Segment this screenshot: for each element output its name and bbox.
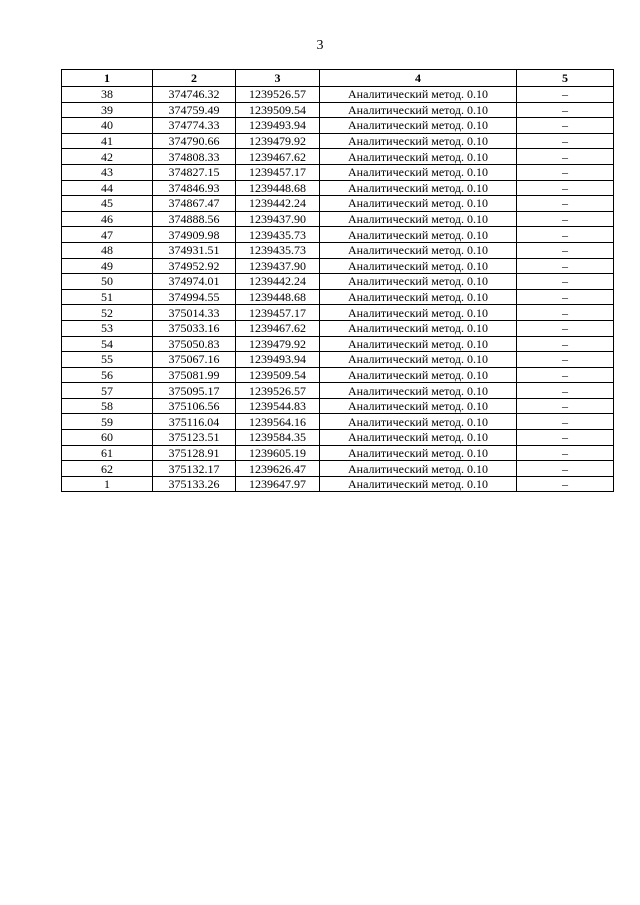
table-row [62, 196, 614, 212]
description-cell: – [517, 227, 614, 243]
description-cell: – [517, 461, 614, 477]
table-row [62, 320, 614, 336]
description-cell: – [517, 398, 614, 414]
description-cell: – [517, 164, 614, 180]
y-coordinate-cell: 1239479.92 [236, 336, 320, 352]
point-number-cell: 57 [62, 383, 153, 399]
x-coordinate-cell: 374931.51 [153, 242, 236, 258]
method-cell: Аналитический метод. 0.10 [320, 149, 517, 165]
y-coordinate-cell: 1239448.68 [236, 180, 320, 196]
column-header: 4 [320, 70, 517, 87]
y-coordinate-cell: 1239437.90 [236, 211, 320, 227]
y-coordinate-cell: 1239442.24 [236, 196, 320, 212]
point-number-cell: 62 [62, 461, 153, 477]
y-coordinate-cell: 1239605.19 [236, 445, 320, 461]
point-number-cell: 61 [62, 445, 153, 461]
point-number-cell: 1 [62, 476, 153, 492]
point-number-cell: 51 [62, 289, 153, 305]
y-coordinate-cell: 1239467.62 [236, 149, 320, 165]
table-row [62, 430, 614, 446]
point-number-cell: 52 [62, 305, 153, 321]
table-row [62, 180, 614, 196]
x-coordinate-cell: 374994.55 [153, 289, 236, 305]
x-coordinate-cell: 374808.33 [153, 149, 236, 165]
column-header: 1 [62, 70, 153, 87]
table-row [62, 352, 614, 368]
y-coordinate-cell: 1239435.73 [236, 227, 320, 243]
method-cell: Аналитический метод. 0.10 [320, 258, 517, 274]
x-coordinate-cell: 375050.83 [153, 336, 236, 352]
method-cell: Аналитический метод. 0.10 [320, 445, 517, 461]
table-row [62, 383, 614, 399]
point-number-cell: 48 [62, 242, 153, 258]
table-body [62, 87, 614, 492]
point-number-cell: 49 [62, 258, 153, 274]
table-row [62, 367, 614, 383]
point-number-cell: 41 [62, 133, 153, 149]
point-number-cell: 43 [62, 164, 153, 180]
method-cell: Аналитический метод. 0.10 [320, 476, 517, 492]
y-coordinate-cell: 1239448.68 [236, 289, 320, 305]
description-cell: – [517, 367, 614, 383]
description-cell: – [517, 445, 614, 461]
table-row [62, 211, 614, 227]
table-row [62, 258, 614, 274]
method-cell: Аналитический метод. 0.10 [320, 102, 517, 118]
x-coordinate-cell: 375081.99 [153, 367, 236, 383]
x-coordinate-cell: 375106.56 [153, 398, 236, 414]
method-cell: Аналитический метод. 0.10 [320, 367, 517, 383]
x-coordinate-cell: 374888.56 [153, 211, 236, 227]
description-cell: – [517, 118, 614, 134]
point-number-cell: 39 [62, 102, 153, 118]
y-coordinate-cell: 1239544.83 [236, 398, 320, 414]
point-number-cell: 58 [62, 398, 153, 414]
y-coordinate-cell: 1239584.35 [236, 430, 320, 446]
method-cell: Аналитический метод. 0.10 [320, 289, 517, 305]
table-row [62, 274, 614, 290]
method-cell: Аналитический метод. 0.10 [320, 414, 517, 430]
method-cell: Аналитический метод. 0.10 [320, 336, 517, 352]
x-coordinate-cell: 374827.15 [153, 164, 236, 180]
description-cell: – [517, 289, 614, 305]
x-coordinate-cell: 374952.92 [153, 258, 236, 274]
table-row [62, 305, 614, 321]
method-cell: Аналитический метод. 0.10 [320, 87, 517, 103]
x-coordinate-cell: 374867.47 [153, 196, 236, 212]
description-cell: – [517, 476, 614, 492]
x-coordinate-cell: 375067.16 [153, 352, 236, 368]
y-coordinate-cell: 1239647.97 [236, 476, 320, 492]
column-header: 5 [517, 70, 614, 87]
table-row [62, 336, 614, 352]
description-cell: – [517, 242, 614, 258]
table-row [62, 102, 614, 118]
description-cell: – [517, 320, 614, 336]
description-cell: – [517, 149, 614, 165]
x-coordinate-cell: 375116.04 [153, 414, 236, 430]
point-number-cell: 40 [62, 118, 153, 134]
x-coordinate-cell: 375095.17 [153, 383, 236, 399]
point-number-cell: 46 [62, 211, 153, 227]
description-cell: – [517, 180, 614, 196]
description-cell: – [517, 414, 614, 430]
table-row [62, 242, 614, 258]
table-row [62, 133, 614, 149]
description-cell: – [517, 133, 614, 149]
column-header: 2 [153, 70, 236, 87]
description-cell: – [517, 352, 614, 368]
method-cell: Аналитический метод. 0.10 [320, 430, 517, 446]
y-coordinate-cell: 1239626.47 [236, 461, 320, 477]
y-coordinate-cell: 1239526.57 [236, 383, 320, 399]
method-cell: Аналитический метод. 0.10 [320, 305, 517, 321]
y-coordinate-cell: 1239457.17 [236, 164, 320, 180]
point-number-cell: 60 [62, 430, 153, 446]
column-header: 3 [236, 70, 320, 87]
table-row [62, 461, 614, 477]
description-cell: – [517, 258, 614, 274]
point-number-cell: 50 [62, 274, 153, 290]
y-coordinate-cell: 1239442.24 [236, 274, 320, 290]
table-row [62, 476, 614, 492]
point-number-cell: 42 [62, 149, 153, 165]
x-coordinate-cell: 374790.66 [153, 133, 236, 149]
method-cell: Аналитический метод. 0.10 [320, 352, 517, 368]
method-cell: Аналитический метод. 0.10 [320, 242, 517, 258]
y-coordinate-cell: 1239467.62 [236, 320, 320, 336]
x-coordinate-cell: 375132.17 [153, 461, 236, 477]
header-row [62, 70, 614, 87]
point-number-cell: 38 [62, 87, 153, 103]
x-coordinate-cell: 375128.91 [153, 445, 236, 461]
method-cell: Аналитический метод. 0.10 [320, 227, 517, 243]
point-number-cell: 45 [62, 196, 153, 212]
x-coordinate-cell: 375123.51 [153, 430, 236, 446]
x-coordinate-cell: 375014.33 [153, 305, 236, 321]
table-row [62, 227, 614, 243]
x-coordinate-cell: 375133.26 [153, 476, 236, 492]
table-row [62, 289, 614, 305]
y-coordinate-cell: 1239564.16 [236, 414, 320, 430]
y-coordinate-cell: 1239526.57 [236, 87, 320, 103]
table-row [62, 149, 614, 165]
x-coordinate-cell: 374746.32 [153, 87, 236, 103]
page-number: 3 [316, 38, 324, 53]
point-number-cell: 53 [62, 320, 153, 336]
y-coordinate-cell: 1239509.54 [236, 102, 320, 118]
y-coordinate-cell: 1239509.54 [236, 367, 320, 383]
coordinates-table [61, 69, 614, 492]
point-number-cell: 59 [62, 414, 153, 430]
method-cell: Аналитический метод. 0.10 [320, 133, 517, 149]
table-row [62, 164, 614, 180]
method-cell: Аналитический метод. 0.10 [320, 383, 517, 399]
table-row [62, 398, 614, 414]
x-coordinate-cell: 374759.49 [153, 102, 236, 118]
method-cell: Аналитический метод. 0.10 [320, 461, 517, 477]
x-coordinate-cell: 374974.01 [153, 274, 236, 290]
table-row [62, 118, 614, 134]
point-number-cell: 54 [62, 336, 153, 352]
method-cell: Аналитический метод. 0.10 [320, 180, 517, 196]
description-cell: – [517, 430, 614, 446]
method-cell: Аналитический метод. 0.10 [320, 320, 517, 336]
table-header [62, 70, 614, 87]
x-coordinate-cell: 374909.98 [153, 227, 236, 243]
table-row [62, 445, 614, 461]
method-cell: Аналитический метод. 0.10 [320, 211, 517, 227]
description-cell: – [517, 211, 614, 227]
method-cell: Аналитический метод. 0.10 [320, 196, 517, 212]
description-cell: – [517, 305, 614, 321]
method-cell: Аналитический метод. 0.10 [320, 118, 517, 134]
point-number-cell: 47 [62, 227, 153, 243]
point-number-cell: 55 [62, 352, 153, 368]
y-coordinate-cell: 1239493.94 [236, 118, 320, 134]
description-cell: – [517, 102, 614, 118]
y-coordinate-cell: 1239435.73 [236, 242, 320, 258]
description-cell: – [517, 196, 614, 212]
y-coordinate-cell: 1239457.17 [236, 305, 320, 321]
point-number-cell: 44 [62, 180, 153, 196]
y-coordinate-cell: 1239493.94 [236, 352, 320, 368]
x-coordinate-cell: 374846.93 [153, 180, 236, 196]
method-cell: Аналитический метод. 0.10 [320, 398, 517, 414]
method-cell: Аналитический метод. 0.10 [320, 164, 517, 180]
description-cell: – [517, 87, 614, 103]
description-cell: – [517, 274, 614, 290]
table-row [62, 87, 614, 103]
method-cell: Аналитический метод. 0.10 [320, 274, 517, 290]
description-cell: – [517, 383, 614, 399]
table-row [62, 414, 614, 430]
x-coordinate-cell: 374774.33 [153, 118, 236, 134]
description-cell: – [517, 336, 614, 352]
y-coordinate-cell: 1239437.90 [236, 258, 320, 274]
point-number-cell: 56 [62, 367, 153, 383]
x-coordinate-cell: 375033.16 [153, 320, 236, 336]
y-coordinate-cell: 1239479.92 [236, 133, 320, 149]
